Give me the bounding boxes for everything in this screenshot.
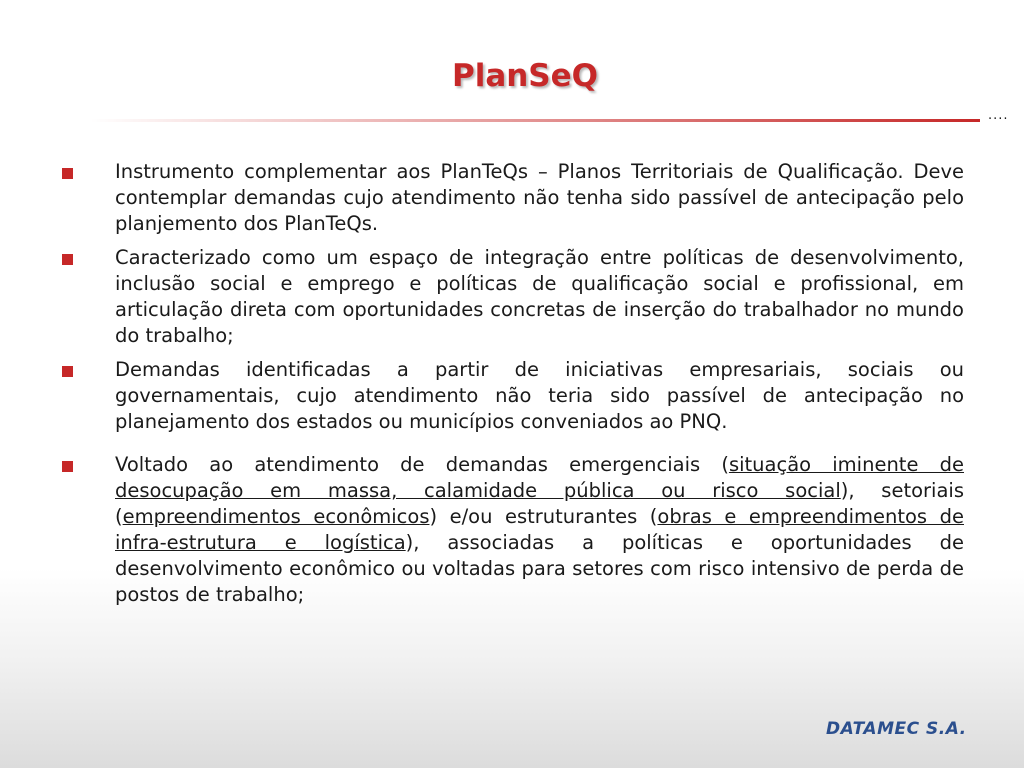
bullet-text-4-underline-1: situação iminente de desocupação em massa, calamidade pública ou risco social: [115, 453, 964, 502]
bullet-item-4: [62, 452, 964, 608]
bullet-text-4-part-3: ) e/ou estruturantes (: [429, 505, 658, 528]
bullet-text-4-underline-3: obras e empreendimentos de infra-estrutura e logística: [115, 505, 964, 554]
bullet-text-1: Instrumento complementar aos PlanTeQs – Planos Territoriais de Qualificação. Deve contemplar demandas cujo atendimento não tenha sido passível de antecipação pelo planjemento dos PlanTeQs.: [115, 160, 964, 235]
bullet-item-1: [62, 159, 964, 237]
bullet-list: [62, 159, 964, 616]
datamec-logo: DATAMEC S.A.: [826, 719, 967, 739]
bullet-text-2: Caracterizado como um espaço de integração entre políticas de desenvolvimento, inclusão social e emprego e políticas de qualificação social e profissional, em articulação direta com oportunidades concretas de inserção do trabalhador no mundo do trabalho;: [115, 246, 964, 347]
bullet-text-4-underline-2: empreendimentos econômicos: [122, 505, 430, 528]
bullet-text-4-part-2: ), setoriais (: [115, 479, 964, 528]
square-bullet-icon: [62, 254, 73, 265]
bullet-item-3: [62, 357, 964, 435]
bullet-text-4-part-4: ), associadas a políticas e oportunidades de desenvolvimento econômico ou voltadas para setores com risco intensivo de perda de postos de trabalho;: [115, 531, 965, 606]
square-bullet-icon: [62, 168, 73, 179]
bullet-item-2: [62, 245, 964, 349]
bullet-text-3: Demandas identificadas a partir de iniciativas empresariais, sociais ou governamentais, cujo atendimento não teria sido passível de antecipação no planejamento dos estados ou municípios conveniados ao PNQ.: [115, 358, 964, 433]
slide-title: PlanSeQ: [451, 58, 599, 94]
divider-dots: ....: [988, 108, 1009, 123]
title-divider: [90, 119, 980, 122]
square-bullet-icon: [62, 461, 73, 472]
bullet-text-4-part-1: Voltado ao atendimento de demandas emergenciais (: [115, 453, 729, 476]
square-bullet-icon: [62, 366, 73, 377]
